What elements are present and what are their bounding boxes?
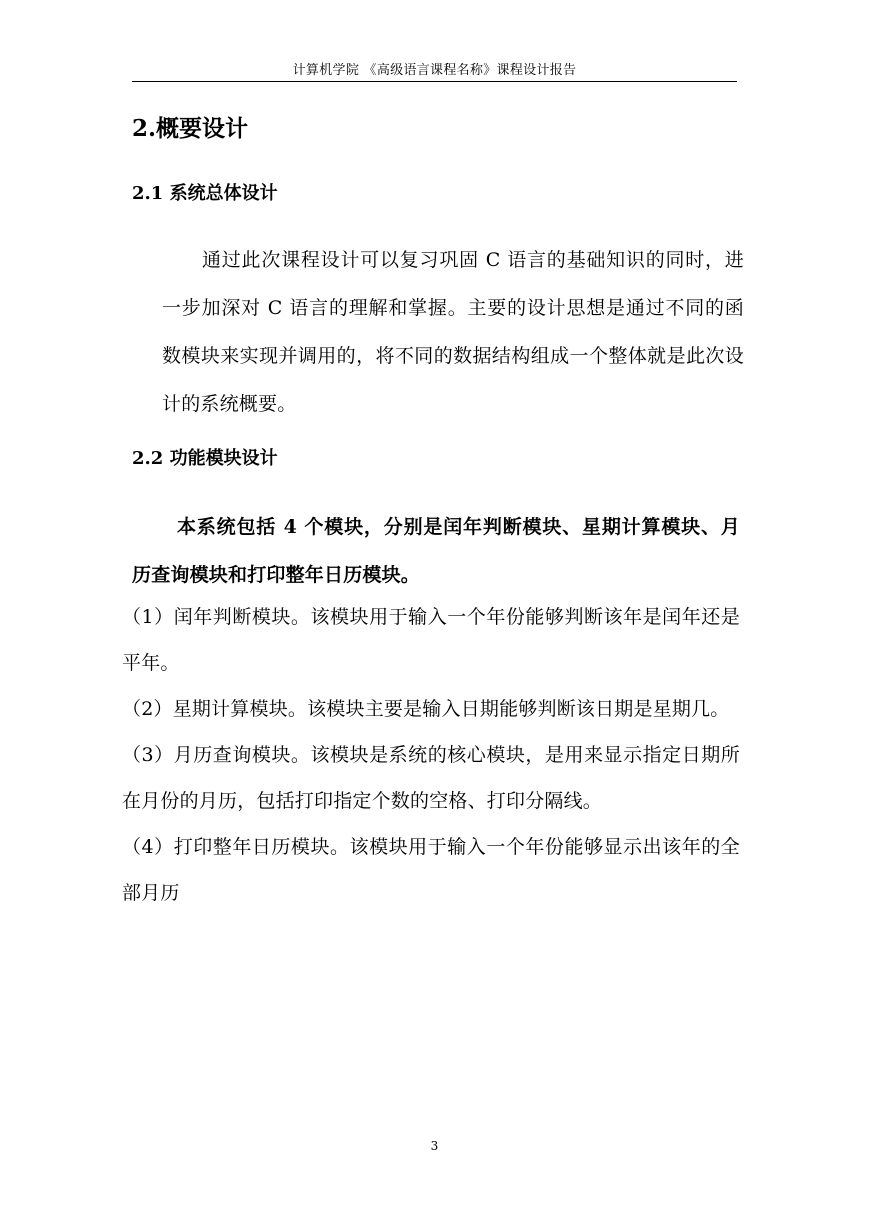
page-number: 3 [430,1139,439,1153]
section-paragraph-overall-design: 通过此次课程设计可以复习巩固 C 语言的基础知识的同时，进一步加深对 C 语言的理解和掌握。主要的设计思想是通过不同的函数模块来实现并调用的，将不同的数据结构组成一个整体就是此次设计的系统概要。 [162,249,744,415]
list-item [122,824,740,916]
list-item-number: （3） [122,744,174,766]
list-item-number: （4） [122,836,174,858]
list-item-text: 闰年判断模块。该模块用于输入一个年份能够判断该年是闰年还是平年。 [122,606,740,674]
module-list [122,594,740,916]
header-rule [132,81,737,82]
section-title-module-design: 2.2 功能模块设计 [132,448,278,469]
list-item [122,594,740,686]
list-item-number: （1） [122,606,174,628]
page-header: 计算机学院 《高级语言课程名称》课程设计报告 [292,63,577,78]
list-item-number: （2） [122,698,173,720]
list-item [122,686,740,732]
list-item-text: 星期计算模块。该模块主要是输入日期能够判断该日期是星期几。 [172,698,730,720]
chapter-title: 2.概要设计 [132,115,249,142]
list-item-text: 月历查询模块。该模块是系统的核心模块，是用来显示指定日期所在月份的月历，包括打印指定个数的空格、打印分隔线。 [122,744,740,812]
section-title-overall-design: 2.1 系统总体设计 [132,183,278,204]
list-item [122,732,740,824]
list-item-text: 打印整年日历模块。该模块用于输入一个年份能够显示出该年的全部月历 [122,836,740,904]
section-intro-module-design: 本系统包括 4 个模块，分别是闰年判断模块、星期计算模块、月历查询模块和打印整年日历模块。 [132,516,740,586]
